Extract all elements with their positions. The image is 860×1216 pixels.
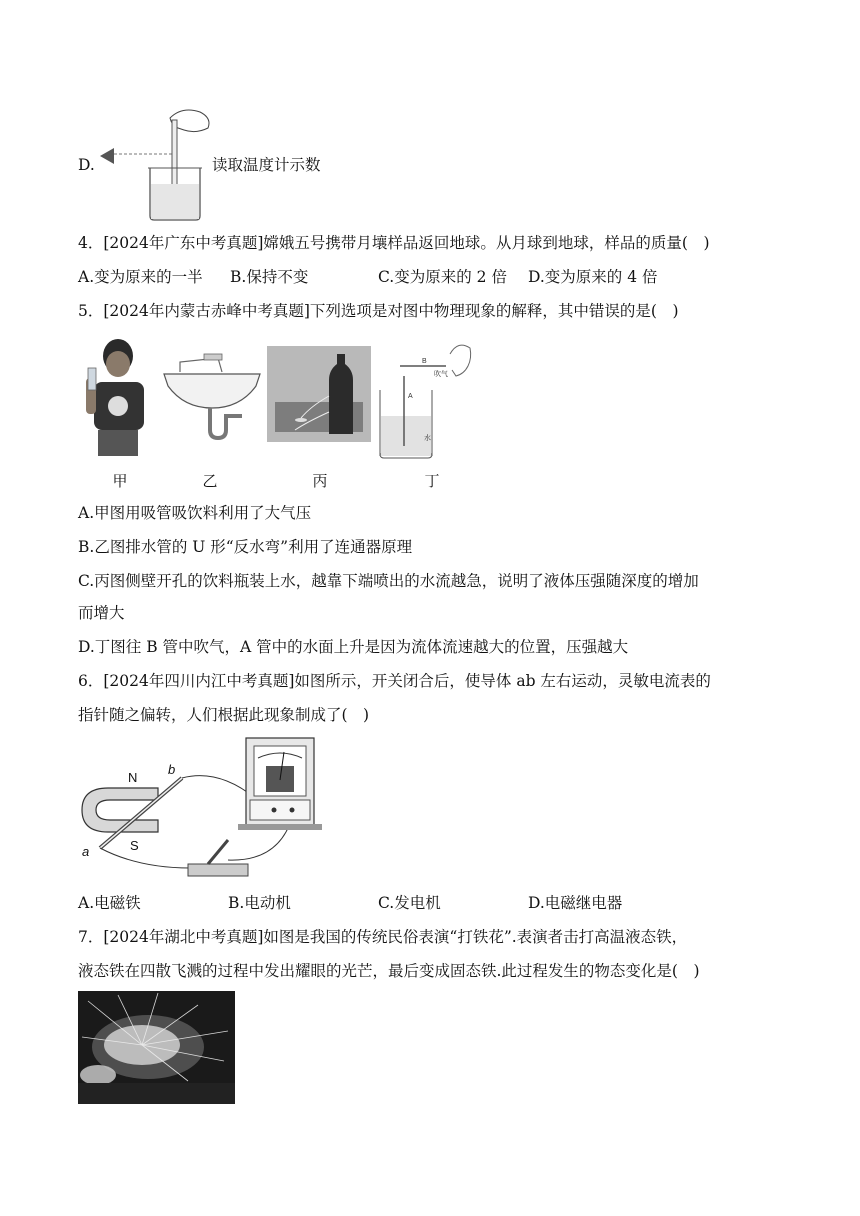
figure-electromagnetic-induction — [78, 736, 324, 884]
q6-stem-line1: 6．[2024年四川内江中考真题]如图所示，开关闭合后，使导体 ab 左右运动，灵敏电流表的 — [78, 672, 711, 690]
q3-option-d-text: 读取温度计示数 — [212, 156, 321, 174]
q4-option-b: B.保持不变 — [230, 268, 309, 286]
figure-iron-flower-sparks — [78, 991, 235, 1104]
q7-stem-line2: 液态铁在四散飞溅的过程中发出耀眼的光芒，最后变成固态铁.此过程发生的物态变化是( ) — [78, 962, 700, 980]
q5-stem: 5．[2024年内蒙古赤峰中考真题]下列选项是对图中物理现象的解释，其中错误的是( ) — [78, 302, 679, 320]
caption-ding: 丁 — [424, 472, 440, 490]
q5-option-b: B.乙图排水管的 U 形“反水弯”利用了连通器原理 — [78, 538, 413, 556]
q6-stem-line2: 指针随之偏转，人们根据此现象制成了( ) — [78, 706, 370, 724]
q6-option-c: C.发电机 — [378, 894, 441, 912]
q5-option-d: D.丁图往 B 管中吹气，A 管中的水面上升是因为流体流速越大的位置，压强越大 — [78, 638, 629, 656]
q3-option-d-label: D. — [78, 156, 95, 174]
q5-option-c-line2: 而增大 — [78, 604, 125, 622]
figure-jia-boy-straw — [78, 338, 154, 460]
fig-label-b: B — [422, 358, 427, 365]
caption-jia: 甲 — [112, 472, 128, 490]
q5-option-c-line1: C.丙图侧壁开孔的饮料瓶装上水，越靠下端喷出的水流越急，说明了液体压强随深度的增加 — [78, 572, 699, 590]
figure-bing-bottle-jets — [267, 346, 371, 442]
q6-option-b: B.电动机 — [228, 894, 291, 912]
fig-label-water: 水 — [424, 435, 431, 442]
q6-option-a: A.电磁铁 — [78, 894, 141, 912]
q6-option-d: D.电磁继电器 — [528, 894, 623, 912]
magnet-n-label: N — [128, 770, 138, 785]
q4-option-c: C.变为原来的 2 倍 — [378, 268, 507, 286]
q4-option-d: D.变为原来的 4 倍 — [528, 268, 658, 286]
q4-option-a: A.变为原来的一半 — [78, 268, 203, 286]
figure-yi-sink-u-trap — [160, 346, 264, 440]
q4-stem: 4．[2024年广东中考真题]嫦娥五号携带月壤样品返回地球。从月球到地球，样品的质量( ) — [78, 234, 710, 252]
caption-bing: 丙 — [312, 472, 328, 490]
fig-label-gas: 吹气 — [434, 371, 448, 378]
thermometer-reading-figure — [92, 106, 212, 221]
eye-icon — [100, 148, 114, 164]
caption-yi: 乙 — [202, 472, 218, 490]
magnet-s-label: S — [130, 838, 139, 853]
q5-option-a: A.甲图用吸管吸饮料利用了大气压 — [78, 504, 312, 522]
fig-label-a: A — [408, 393, 413, 400]
figure-ding-blow-tube — [378, 336, 488, 462]
conductor-b-label: b — [168, 762, 176, 777]
conductor-a-label: a — [82, 844, 90, 859]
q7-stem-line1: 7．[2024年湖北中考真题]如图是我国的传统民俗表演“打铁花”.表演者击打高温液态铁， — [78, 928, 688, 946]
